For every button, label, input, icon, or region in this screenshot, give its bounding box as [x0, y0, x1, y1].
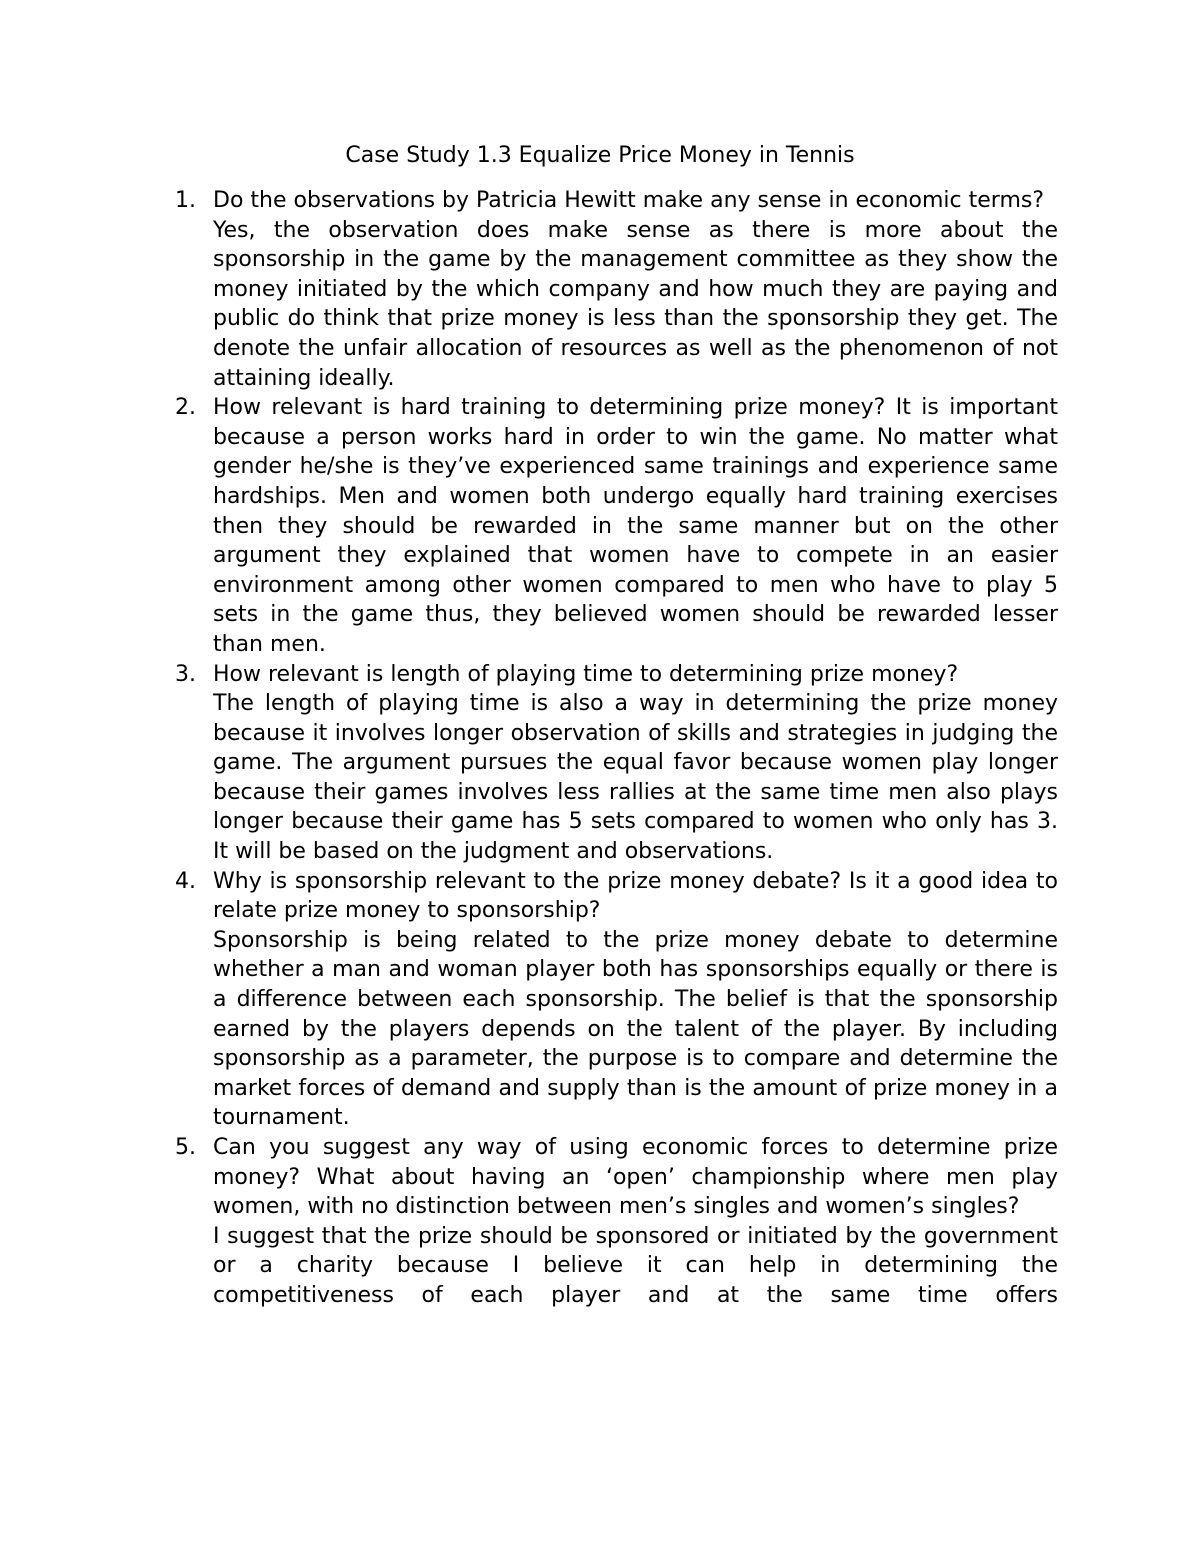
- list-item-2: [0, 393, 1200, 659]
- list-item-4: [0, 867, 1200, 1133]
- item-body: [213, 867, 1058, 1133]
- answer-text: I suggest that the prize should be sponsored or initiated by the government or a charity because I believe it can help in determining the competitiveness of each player and at the same time offers: [213, 1223, 1058, 1308]
- list-item-5: [0, 1133, 1200, 1311]
- answer-text: Sponsorship is being related to the prize money debate to determine whether a man and woman player both has sponsorships equally or there is a difference between each sponsorship. The belief is that the sponsorship earned by the players depends on the talent of the player. By including sponsorship as a parameter, the purpose is to compare and determine the market forces of demand and supply than is the amount of prize money in a tournament.: [213, 927, 1058, 1131]
- item-body: [213, 393, 1058, 659]
- item-number: 1.: [175, 188, 196, 213]
- item-body: [213, 186, 1058, 393]
- question-text: Why is sponsorship relevant to the prize money debate? Is it a good idea to relate prize money to sponsorship?: [213, 868, 1058, 924]
- question-list: [0, 186, 1200, 1311]
- item-number: 5.: [175, 1135, 196, 1160]
- document-title: Case Study 1.3 Equalize Price Money in Tennis: [345, 143, 855, 168]
- question-text: Can you suggest any way of using economic forces to determine prize money? What about having an ‘open’ championship where men play women, with no distinction between men’s singles and women’s singles?: [213, 1135, 1058, 1220]
- question-text: How relevant is length of playing time to determining prize money?: [213, 661, 959, 687]
- item-body: [213, 1133, 1058, 1311]
- list-item-3: [0, 660, 1200, 867]
- item-number: 3.: [175, 661, 196, 687]
- question-text: How relevant is hard training to determining prize money? It is important because a person works hard in order to win the game. No matter what gender he/she is they’ve experienced same trainings and experience same hardships. Men and women both undergo equally hard training exercises then they should be rewarded in the same manner but on the other argument they explained that women have to compete in an easier environment among other women compared to men who have to play 5 sets in the game thus, they believed women should be rewarded lesser than men.: [213, 395, 1058, 657]
- list-item-1: [0, 186, 1200, 393]
- answer-text: The length of playing time is also a way in determining the prize money because it involves longer observation of skills and strategies in judging the game. The argument pursues the equal favor because women play longer because their games involves less rallies at the same time men also plays longer because their game has 5 sets compared to women who only has 3. It will be based on the judgment and observations.: [213, 691, 1058, 865]
- item-number: 4.: [175, 868, 196, 894]
- item-number: 2.: [175, 395, 196, 421]
- item-body: [213, 660, 1058, 867]
- answer-text: Yes, the observation does make sense as there is more about the sponsorship in the game by the management committee as they show the money initiated by the which company and how much they are paying and public do think that prize money is less than the sponsorship they get. The denote the unfair allocation of resources as well as the phenomenon of not attaining ideally.: [213, 217, 1058, 391]
- question-text: Do the observations by Patricia Hewitt make any sense in economic terms?: [213, 188, 1045, 213]
